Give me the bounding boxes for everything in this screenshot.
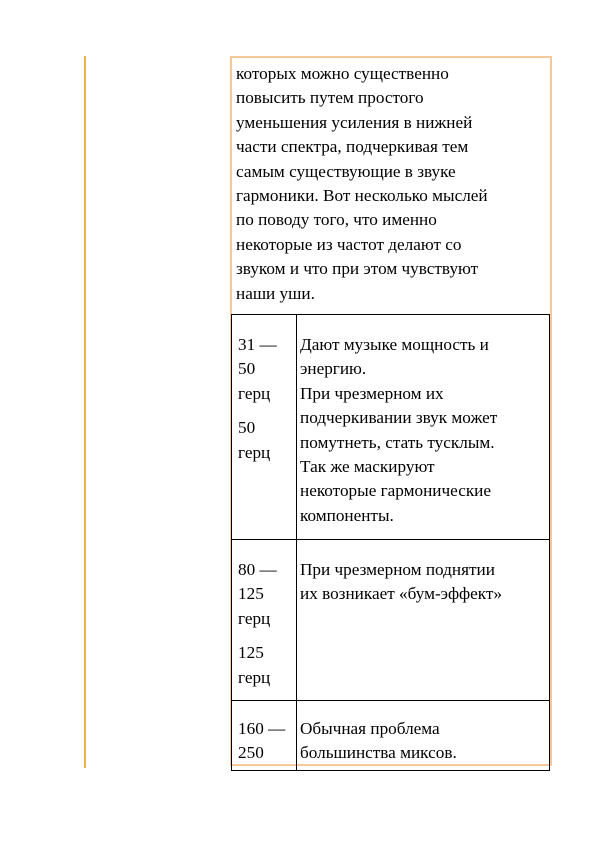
intro-line: которых можно существенно xyxy=(236,64,449,83)
desc-line: При чрезмерном их xyxy=(300,383,444,403)
desc-line: некоторые гармонические xyxy=(300,481,492,501)
margin-rule xyxy=(84,56,86,768)
intro-paragraph xyxy=(236,62,536,306)
range-line: герц xyxy=(238,667,271,687)
range-line: 125 xyxy=(238,584,264,604)
desc-line: помутнеть, стать тусклым. xyxy=(300,432,495,452)
range-line: 80 — xyxy=(238,560,277,579)
table-row xyxy=(232,701,550,771)
frequency-range-cell xyxy=(232,540,297,701)
frequency-range-cell xyxy=(232,701,297,771)
desc-line: При чрезмерном поднятии xyxy=(300,560,495,579)
desc-line: энергию. xyxy=(300,359,367,379)
desc-line: их возникает «бум-эффект» xyxy=(300,584,502,604)
intro-line: гармоники. Вот несколько мыслей xyxy=(236,186,488,206)
desc-line: компоненты. xyxy=(300,505,394,525)
intro-line: самым существующие в звуке xyxy=(236,161,456,181)
intro-line: некоторые из частот делают со xyxy=(236,234,462,254)
table-row xyxy=(232,315,550,540)
range-line: герц xyxy=(238,608,271,628)
range-line: 50 xyxy=(238,418,256,438)
intro-line: уменьшения усиления в нижней xyxy=(236,112,473,132)
desc-line: Обычная проблема xyxy=(300,719,440,739)
description-cell xyxy=(297,540,550,701)
frequency-range-cell xyxy=(232,315,297,540)
range-line: 31 — xyxy=(238,335,277,354)
desc-line: Дают музыке мощность и xyxy=(300,335,489,354)
description-cell xyxy=(297,315,550,540)
range-line: 50 xyxy=(238,359,256,379)
intro-line: наши уши. xyxy=(236,283,315,303)
range-line: 125 xyxy=(238,643,264,663)
desc-line: Так же маскируют xyxy=(300,457,435,477)
desc-line: подчеркивании звук может xyxy=(300,408,498,428)
intro-line: повысить путем простого xyxy=(236,88,424,108)
intro-line: части спектра, подчеркивая тем xyxy=(236,137,469,157)
range-line: герц xyxy=(238,442,271,462)
range-line: герц xyxy=(238,383,271,403)
range-line: 160 — xyxy=(238,719,286,739)
table-row xyxy=(232,540,550,701)
intro-line: звуком и что при этом чувствуют xyxy=(236,259,479,279)
description-cell xyxy=(297,701,550,771)
desc-line: большинства миксов. xyxy=(300,743,457,763)
frequency-table xyxy=(231,314,550,771)
intro-line: по поводу того, что именно xyxy=(236,210,437,230)
range-line: 250 xyxy=(238,743,264,763)
